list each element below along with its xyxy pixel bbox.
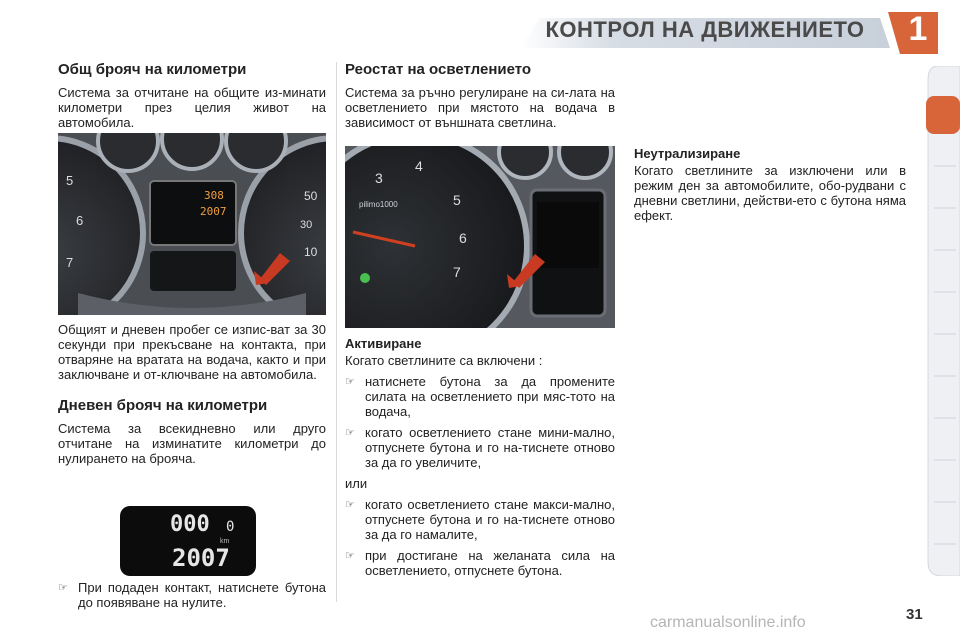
pointing-hand-icon: ☞ (345, 499, 355, 511)
scale-7: 7 (66, 255, 74, 270)
reset-bullet: ☞ При подаден контакт, натиснете бутона до появяване на нулите. (58, 580, 326, 610)
left-bullet-block (58, 580, 326, 616)
pointing-hand-icon: ☞ (345, 376, 355, 388)
chapter-side-tabs (926, 66, 960, 576)
left-column-lower (58, 322, 326, 472)
activation-bullet-1: ☞ натиснете бутона за да промените силата на осветлението при мяс-тото на водача, (345, 374, 615, 419)
lcd-trip-decimal: 0 (226, 519, 235, 535)
pointing-hand-icon: ☞ (345, 550, 355, 562)
right-column (634, 146, 906, 229)
rheostat-heading: Реостат на осветлението (345, 61, 532, 78)
cluster-photo-rheostat (345, 146, 615, 328)
scale-5: 5 (66, 173, 74, 188)
cluster-photo-odometer (58, 133, 326, 315)
activation-bullet-2: ☞ когато осветлението стане мини-мално, отпуснете бутона и го на-тиснете отново за да го увеличите, (345, 425, 615, 470)
or-separator: или (345, 476, 368, 491)
odometer-description: Общият и дневен пробег се изпис-ват за 30 секунди при прекъсване на контакта, при отваряне на вратата на водача, както и при заключване и от-ключване на автомобила. (58, 322, 326, 382)
activation-bullet-4: ☞ при достигане на желаната сила на осветлението, отпуснете бутона. (345, 548, 615, 578)
activation-bullet-3: ☞ когато осветлението стане макси-мално, отпуснете бутона и го на-тиснете отново за да го намалите, (345, 497, 615, 542)
cluster-odo-readout: pilimo1000 (359, 200, 398, 209)
neutralisation-text: Когато светлините за изключени или в режим ден за автомобилите, обо-рудвани с дневни светлини, действи-ето с бутона няма ефект. (634, 163, 906, 223)
watermark: carmanualsonline.info (650, 614, 806, 631)
gauge-3: 3 (375, 170, 383, 186)
pointing-hand-icon: ☞ (58, 582, 68, 594)
neutralisation-heading: Неутрализиране (634, 146, 741, 161)
odometer-heading: Общ брояч на километри (58, 61, 247, 78)
scale-6: 6 (76, 213, 84, 228)
scale-30: 30 (300, 219, 313, 231)
scale-50: 50 (304, 189, 318, 203)
trip-heading: Дневен брояч на километри (58, 397, 268, 414)
odometer-text: Система за отчитане на общите из-минати километри през целия живот на автомобила. (58, 85, 326, 130)
middle-column-lower (345, 336, 615, 584)
gauge-4: 4 (415, 158, 423, 174)
chapter-number: 1 (908, 10, 928, 48)
column-divider (336, 62, 337, 602)
lcd-total-value: 2007 (172, 544, 230, 572)
cluster-trip-readout: 308 (204, 189, 224, 202)
gauge-5: 5 (453, 192, 461, 208)
gauge-7: 7 (453, 264, 461, 280)
pointing-hand-icon: ☞ (345, 427, 355, 439)
left-column (58, 62, 326, 136)
page-number: 31 (906, 606, 923, 623)
middle-column (345, 62, 615, 136)
lcd-display (120, 506, 256, 576)
gauge-6: 6 (459, 230, 467, 246)
chapter-title: КОНТРОЛ НА ДВИЖЕНИЕТО (545, 17, 865, 42)
lcd-trip-value: 000 (170, 512, 210, 537)
cluster-total-readout: 2007 (200, 205, 227, 218)
trip-text: Система за всекидневно или друго отчитане на изминатите километри до нулирането на брояча. (58, 421, 326, 466)
rheostat-text: Система за ръчно регулиране на си-лата на осветлението при мястото на водача в зависимост от външната светлина. (345, 85, 615, 130)
activation-heading: Активиране (345, 336, 422, 351)
scale-10: 10 (304, 245, 318, 259)
lcd-unit: km (220, 538, 230, 545)
activation-intro: Когато светлините са включени : (345, 353, 543, 368)
